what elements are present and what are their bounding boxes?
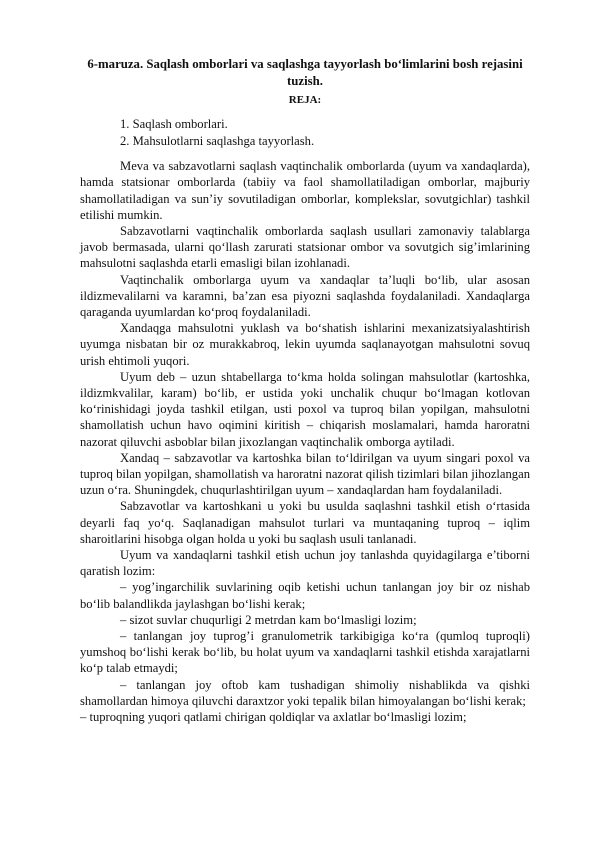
paragraph: Uyum va xandaqlarni tashkil etish uchun joy tanlashda quyidagilarga e’tiborni qaratish lozim: [80,548,530,579]
list-paragraph: – tuproqning yuqori qatlami chirigan qoldiqlar va axlatlar bo‘lmasligi lozim; [80,710,467,725]
list-paragraph: – yog’ingarchilik suvlarining oqib ketishi uchun tanlangan joy bir oz nishab bo‘lib balandlikda jaylashgan bo‘lishi kerak; [80,580,530,611]
plan-item: 1. Saqlash omborlari. [120,117,228,132]
plan-item: 2. Mahsulotlarni saqlashga tayyorlash. [120,134,315,149]
lecture-title-text: Saqlash omborlari va saqlashga tayyorlash bo‘limlarini bosh rejasini tuzish. [143,57,523,88]
paragraph: Meva va sabzavotlarni saqlash vaqtinchalik omborlarda (uyum va xandaqlarda), hamda statsionar omborlarda (tabiiy va faol shamollatiladigan omborlar, majburiy shamollatiladigan va sun’iy sovutiladigan omborlar, komplekslar, sovutgichlar) tashkil etilishi mumkin. [80,159,530,222]
list-paragraph: – tanlangan joy tuprog’i granulometrik tarkibigiga ko‘ra (qumloq tuproqli) yumshoq bo‘lishi kerak bo‘lib, bu holat uyum va xandaqlarni tashkil etishda xarajatlarni ko‘p talab etmaydi; [80,629,530,676]
paragraph: Xandaqga mahsulotni yuklash va bo‘shatish ishlarini mexanizatsiyalashtirish uyumga nisbatan bir oz murakkabroq, lekin uyumda saqlanayotgan mahsulotni sovuq urish ehtimoli yuqori. [80,321,530,368]
list-paragraph: – tanlangan joy oftob kam tushadigan shimoliy nishablikda va qishki shamollardan himoya qiluvchi daraxtzor yoki tepalik bilan himoyalangan bo‘lishi kerak; [80,677,530,708]
paragraph: Sabzavotlar va kartoshkani u yoki bu usulda saqlashni tashkil etish o‘rtasida deyarli faq yo‘q. Saqlanadigan mahsulot turlari va muntaqaning tuproq – iqlim sharoitlarini hisobga olgan holda u yoki bu saqlash usuli tanlanadi. [80,499,530,546]
paragraph: Vaqtinchalik omborlarga uyum va xandaqlar ta’luqli bo‘lib, ular asosan ildizmevalilarni va karamni, ba’zan esa piyozni saqlashda foydalaniladi. Xandaqlarga qaraganda uyumlardan ko‘proq foydalaniladi. [80,272,530,320]
paragraph: Uyum deb – uzun shtabellarga to‘kma holda solingan mahsulotlar (kartoshka, ildizmkvalilar, karam) bo‘lib, er ustida yoki unchalik chuqur bo‘lmagan kotlovan ko‘rinishidagi joyda tashkil etilgan, usti poxol va tuproq bilan yopilgan, mahsulotni shamollatish uchun havo oqimini kiritish – chiqarish moslamalari, hamda haroratni nazorat qiluvchi asboblar bilan jixozlangan vaqtinchalik omborga aytiladi. [80,369,530,449]
plan-heading: REJA: [288,94,322,107]
paragraph: Xandaq – sabzavotlar va kartoshka bilan to‘ldirilgan va uyum singari poxol va tuproq bilan yopilgan, shamollatish va haroratni nazorat qilish tizimlari bilan jihozlangan uzun o‘ra. Shuningdek, chuqurlashtirilgan uyum – xandaqlardan ham foydalaniladi. [80,450,530,498]
lecture-title [80,56,530,89]
list-paragraph: – sizot suvlar chuqurligi 2 metrdan kam bo‘lmasligi lozim; [120,612,417,627]
lecture-number: 6-maruza. [87,57,144,71]
document-page [80,56,530,725]
plan-list [80,116,530,150]
paragraph: Sabzavotlarni vaqtinchalik omborlarda saqlash usullari zamonaviy talablarga javob bermasada, ularni qo‘llash zarurati statsionar ombor va sovutgich sig’imlarining mahsulotni saqlashda etarli emasligi bilan izohlanadi. [80,224,530,271]
body-text [80,158,530,725]
